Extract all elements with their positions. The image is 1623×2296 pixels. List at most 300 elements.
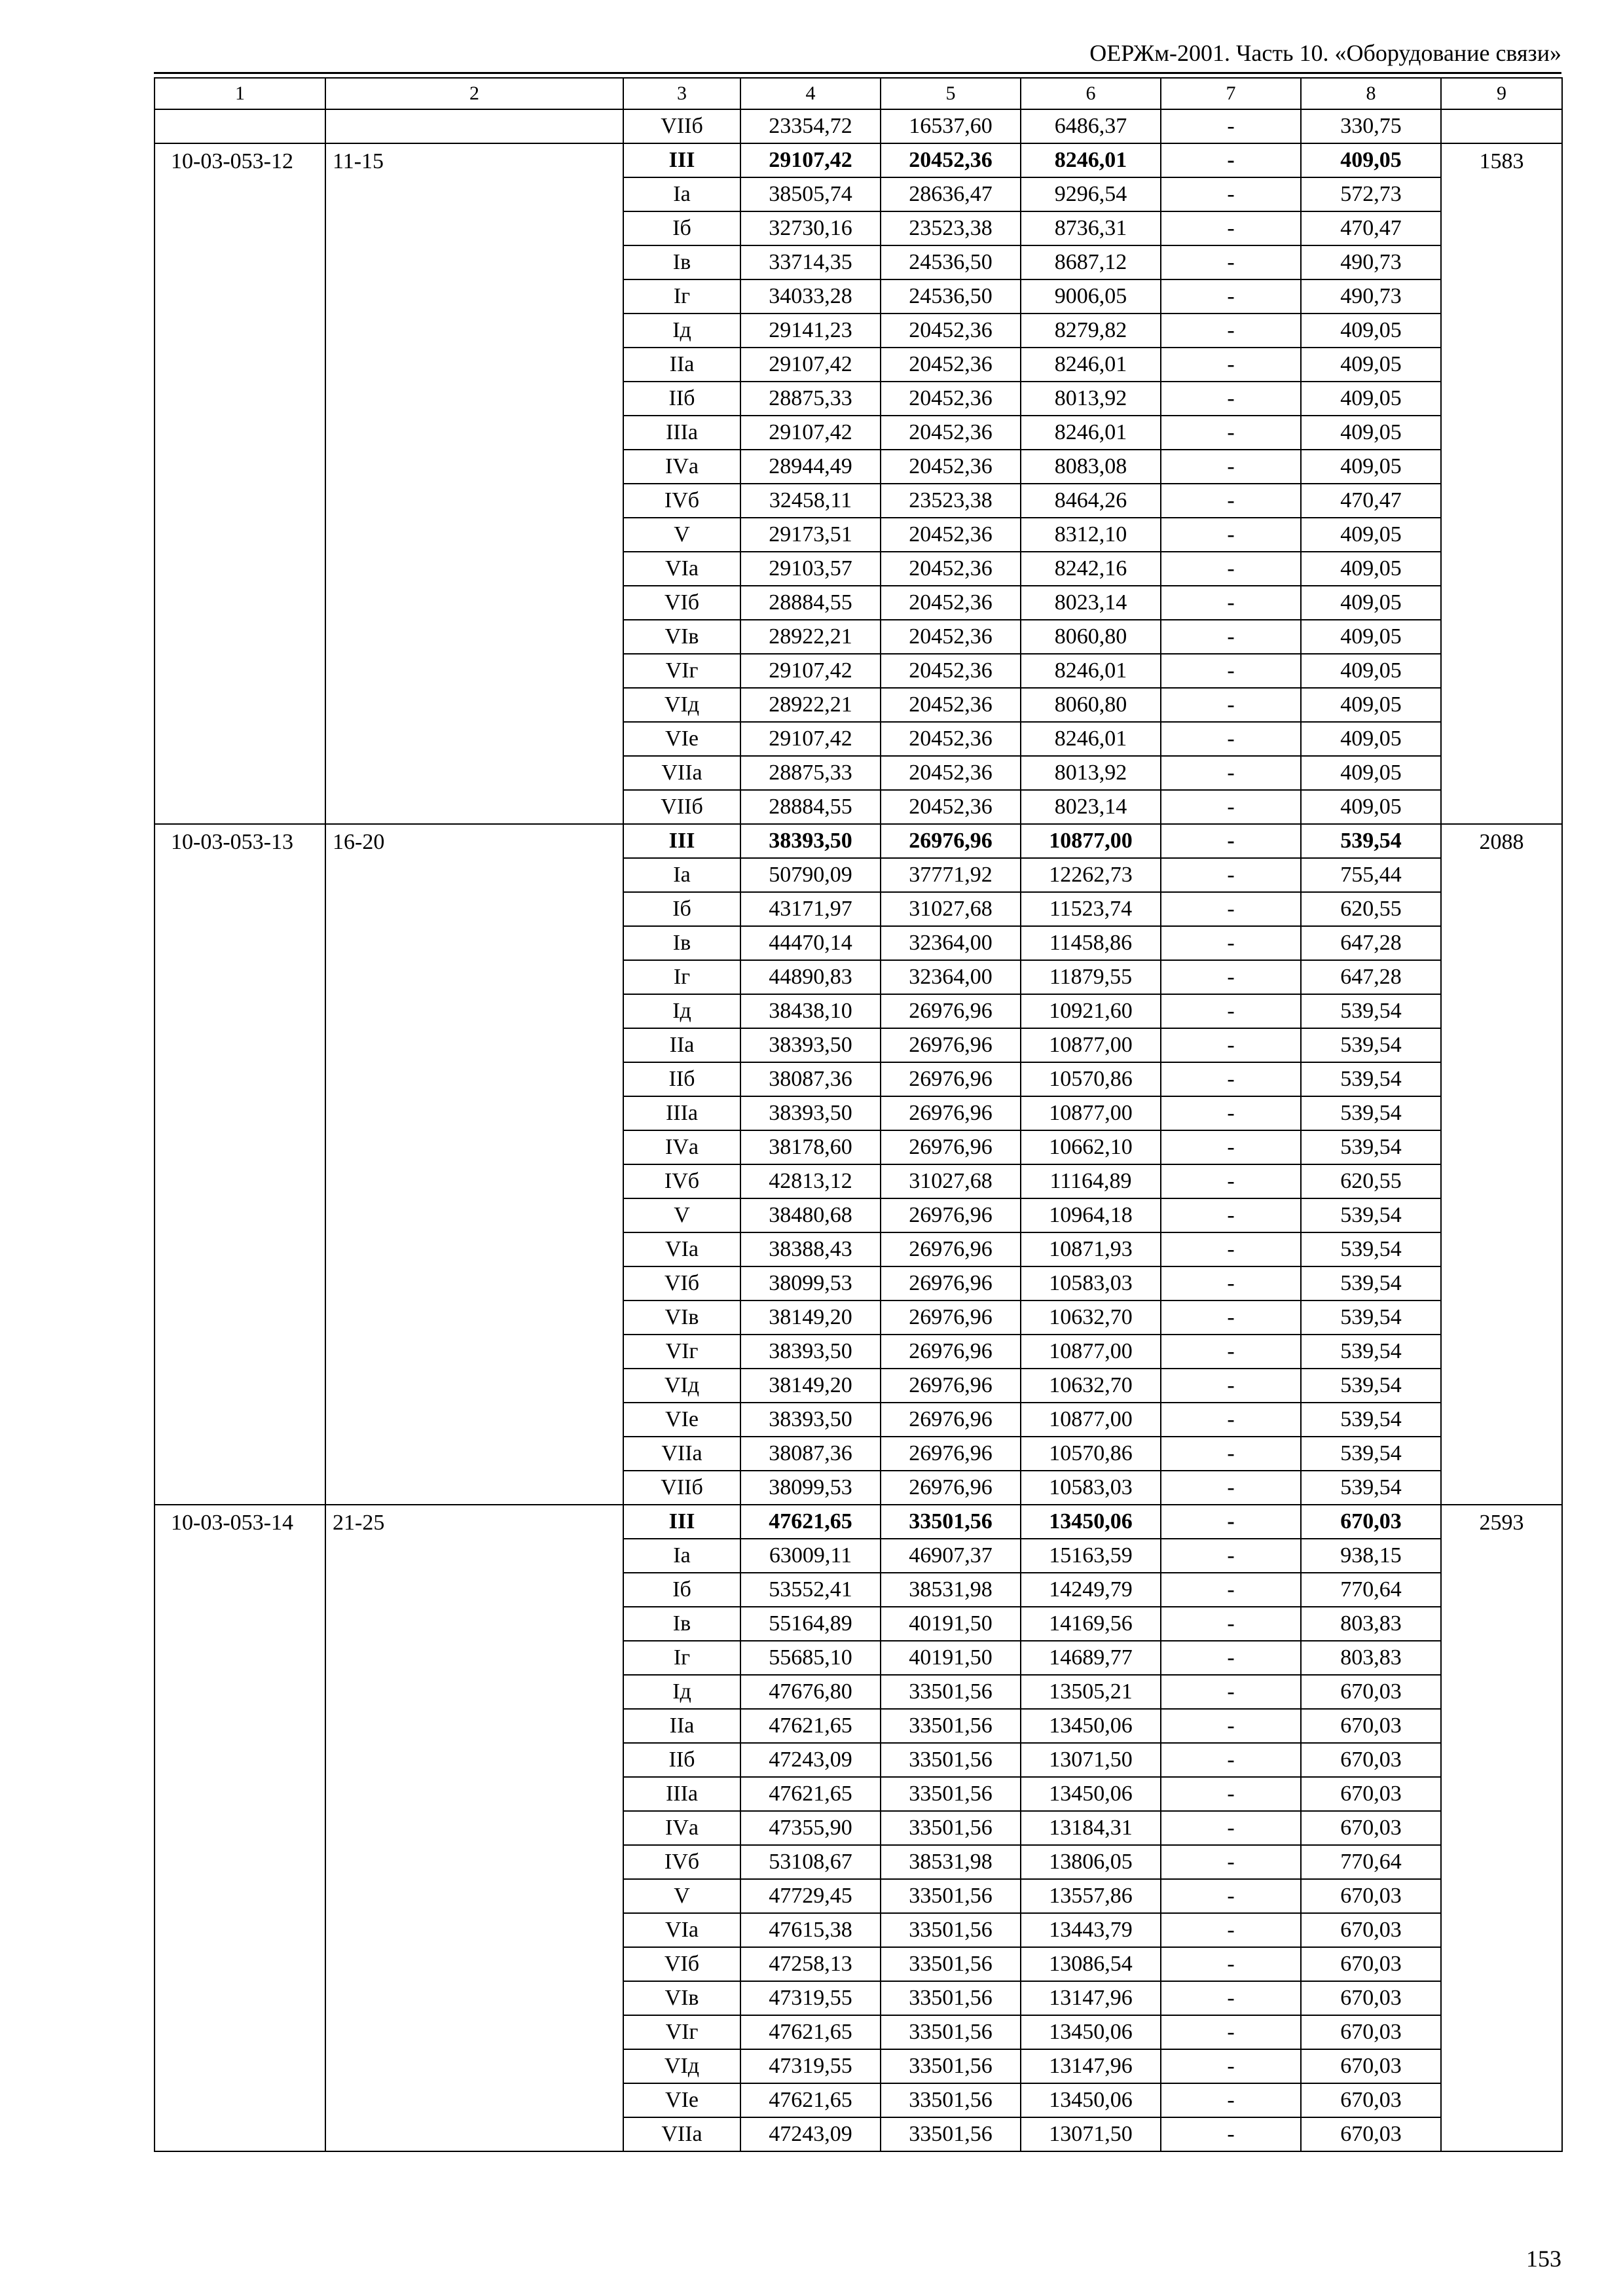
- col9-cell: 1583: [1441, 143, 1562, 824]
- value-cell: 20452,36: [881, 416, 1021, 450]
- header-rule: [154, 72, 1561, 74]
- value-cell: VIв: [623, 620, 740, 654]
- page-header-title: ОЕРЖм-2001. Часть 10. «Оборудование связи»: [1089, 40, 1561, 66]
- value-cell: VIб: [623, 1947, 740, 1981]
- value-cell: 938,15: [1301, 1539, 1441, 1573]
- value-cell: VIIб: [623, 790, 740, 824]
- value-cell: IIIа: [623, 1096, 740, 1130]
- value-cell: -: [1161, 1641, 1301, 1675]
- value-cell: 8312,10: [1021, 518, 1161, 552]
- value-cell: VIа: [623, 1232, 740, 1266]
- value-cell: 47621,65: [740, 1709, 881, 1743]
- value-cell: 409,05: [1301, 688, 1441, 722]
- value-cell: 38531,98: [881, 1573, 1021, 1607]
- value-cell: Iг: [623, 1641, 740, 1675]
- value-cell: 10632,70: [1021, 1369, 1161, 1403]
- value-cell: 26976,96: [881, 1300, 1021, 1335]
- value-cell: 47243,09: [740, 1743, 881, 1777]
- value-cell: 28636,47: [881, 177, 1021, 211]
- value-cell: 8013,92: [1021, 756, 1161, 790]
- value-cell: VIг: [623, 654, 740, 688]
- value-cell: 8246,01: [1021, 348, 1161, 382]
- value-cell: IIа: [623, 348, 740, 382]
- value-cell: 20452,36: [881, 654, 1021, 688]
- value-cell: 24536,50: [881, 245, 1021, 279]
- value-cell: Iв: [623, 926, 740, 960]
- value-cell: -: [1161, 1539, 1301, 1573]
- value-cell: 13071,50: [1021, 1743, 1161, 1777]
- value-cell: IVб: [623, 484, 740, 518]
- value-cell: -: [1161, 211, 1301, 245]
- value-cell: 20452,36: [881, 314, 1021, 348]
- value-cell: VIг: [623, 1335, 740, 1369]
- value-cell: 20452,36: [881, 143, 1021, 177]
- value-cell: VIг: [623, 2015, 740, 2049]
- value-cell: 26976,96: [881, 994, 1021, 1028]
- value-cell: 38099,53: [740, 1471, 881, 1505]
- value-cell: Iд: [623, 994, 740, 1028]
- value-cell: 33501,56: [881, 2049, 1021, 2083]
- value-cell: 670,03: [1301, 2049, 1441, 2083]
- value-cell: -: [1161, 1845, 1301, 1879]
- value-cell: 47355,90: [740, 1811, 881, 1845]
- column-number-row: [155, 78, 1562, 109]
- value-cell: 38393,50: [740, 1028, 881, 1062]
- value-cell: -: [1161, 586, 1301, 620]
- value-cell: 539,54: [1301, 1471, 1441, 1505]
- column-number-cell: 9: [1441, 78, 1562, 109]
- value-cell: 26976,96: [881, 1266, 1021, 1300]
- value-cell: -: [1161, 1266, 1301, 1300]
- value-cell: -: [1161, 1062, 1301, 1096]
- value-cell: -: [1161, 1437, 1301, 1471]
- value-cell: -: [1161, 858, 1301, 892]
- value-cell: -: [1161, 1300, 1301, 1335]
- value-cell: IVб: [623, 1164, 740, 1198]
- value-cell: -: [1161, 382, 1301, 416]
- value-cell: VIд: [623, 2049, 740, 2083]
- value-cell: 620,55: [1301, 1164, 1441, 1198]
- table-row: [155, 824, 1562, 858]
- value-cell: 8246,01: [1021, 143, 1161, 177]
- col9-cell: [1441, 109, 1562, 143]
- value-cell: 29173,51: [740, 518, 881, 552]
- value-cell: Iв: [623, 1607, 740, 1641]
- value-cell: -: [1161, 450, 1301, 484]
- value-cell: Iг: [623, 279, 740, 314]
- rates-table-container: [154, 77, 1561, 2152]
- value-cell: 47319,55: [740, 1981, 881, 2015]
- value-cell: 20452,36: [881, 382, 1021, 416]
- column-number-cell: 4: [740, 78, 881, 109]
- value-cell: -: [1161, 756, 1301, 790]
- value-cell: 8246,01: [1021, 416, 1161, 450]
- value-cell: 33501,56: [881, 1709, 1021, 1743]
- value-cell: 13450,06: [1021, 1777, 1161, 1811]
- value-cell: Iа: [623, 858, 740, 892]
- table-row: [155, 143, 1562, 177]
- value-cell: 409,05: [1301, 790, 1441, 824]
- value-cell: 28884,55: [740, 586, 881, 620]
- value-cell: Iд: [623, 314, 740, 348]
- value-cell: VIб: [623, 586, 740, 620]
- value-cell: 409,05: [1301, 586, 1441, 620]
- value-cell: 38505,74: [740, 177, 881, 211]
- value-cell: 10871,93: [1021, 1232, 1161, 1266]
- value-cell: -: [1161, 279, 1301, 314]
- value-cell: IIIа: [623, 1777, 740, 1811]
- value-cell: 31027,68: [881, 892, 1021, 926]
- value-cell: -: [1161, 1505, 1301, 1539]
- value-cell: 8279,82: [1021, 314, 1161, 348]
- value-cell: VIв: [623, 1300, 740, 1335]
- value-cell: -: [1161, 416, 1301, 450]
- value-cell: -: [1161, 1981, 1301, 2015]
- value-cell: 409,05: [1301, 620, 1441, 654]
- value-cell: -: [1161, 2015, 1301, 2049]
- value-cell: 28884,55: [740, 790, 881, 824]
- value-cell: Iг: [623, 960, 740, 994]
- value-cell: -: [1161, 314, 1301, 348]
- value-cell: 803,83: [1301, 1641, 1441, 1675]
- value-cell: 470,47: [1301, 484, 1441, 518]
- value-cell: VIе: [623, 2083, 740, 2117]
- value-cell: 409,05: [1301, 450, 1441, 484]
- value-cell: 13450,06: [1021, 2015, 1161, 2049]
- value-cell: 33501,56: [881, 2015, 1021, 2049]
- table-row: [155, 1505, 1562, 1539]
- value-cell: 33501,56: [881, 2083, 1021, 2117]
- value-cell: 14249,79: [1021, 1573, 1161, 1607]
- value-cell: 32730,16: [740, 211, 881, 245]
- value-cell: -: [1161, 1743, 1301, 1777]
- value-cell: 16537,60: [881, 109, 1021, 143]
- value-cell: 26976,96: [881, 1198, 1021, 1232]
- value-cell: 10877,00: [1021, 824, 1161, 858]
- value-cell: 38531,98: [881, 1845, 1021, 1879]
- value-cell: 11164,89: [1021, 1164, 1161, 1198]
- value-cell: 670,03: [1301, 1981, 1441, 2015]
- value-cell: 32364,00: [881, 926, 1021, 960]
- value-cell: 13806,05: [1021, 1845, 1161, 1879]
- value-cell: IIб: [623, 1062, 740, 1096]
- value-cell: 8023,14: [1021, 586, 1161, 620]
- value-cell: 409,05: [1301, 756, 1441, 790]
- value-cell: 670,03: [1301, 1777, 1441, 1811]
- value-cell: VIе: [623, 1403, 740, 1437]
- value-cell: 490,73: [1301, 279, 1441, 314]
- value-cell: IIа: [623, 1709, 740, 1743]
- value-cell: -: [1161, 1777, 1301, 1811]
- value-cell: 13450,06: [1021, 2083, 1161, 2117]
- value-cell: 26976,96: [881, 1062, 1021, 1096]
- rate-code-cell: 10-03-053-14: [155, 1505, 325, 2151]
- value-cell: -: [1161, 1709, 1301, 1743]
- value-cell: -: [1161, 1403, 1301, 1437]
- code-cell: [155, 109, 325, 143]
- value-cell: Iб: [623, 1573, 740, 1607]
- value-cell: 29107,42: [740, 654, 881, 688]
- column-number-cell: 1: [155, 78, 325, 109]
- value-cell: IIб: [623, 382, 740, 416]
- value-cell: 33714,35: [740, 245, 881, 279]
- col9-cell: 2088: [1441, 824, 1562, 1505]
- value-cell: 647,28: [1301, 926, 1441, 960]
- value-cell: 11458,86: [1021, 926, 1161, 960]
- value-cell: VIд: [623, 1369, 740, 1403]
- value-cell: 8023,14: [1021, 790, 1161, 824]
- value-cell: 10877,00: [1021, 1028, 1161, 1062]
- value-cell: 47621,65: [740, 1505, 881, 1539]
- value-cell: 670,03: [1301, 2015, 1441, 2049]
- value-cell: 29107,42: [740, 143, 881, 177]
- value-cell: 26976,96: [881, 1232, 1021, 1266]
- value-cell: 8083,08: [1021, 450, 1161, 484]
- value-cell: -: [1161, 1947, 1301, 1981]
- value-cell: -: [1161, 824, 1301, 858]
- value-cell: Iв: [623, 245, 740, 279]
- value-cell: 9296,54: [1021, 177, 1161, 211]
- value-cell: 38480,68: [740, 1198, 881, 1232]
- rates-table: [154, 77, 1563, 2152]
- value-cell: 55164,89: [740, 1607, 881, 1641]
- value-cell: 33501,56: [881, 2117, 1021, 2151]
- value-cell: 47621,65: [740, 2083, 881, 2117]
- value-cell: -: [1161, 1198, 1301, 1232]
- value-cell: 8060,80: [1021, 688, 1161, 722]
- column-number-cell: 3: [623, 78, 740, 109]
- value-cell: VIIа: [623, 2117, 740, 2151]
- value-cell: 26976,96: [881, 1335, 1021, 1369]
- value-cell: Iб: [623, 892, 740, 926]
- value-cell: 539,54: [1301, 1403, 1441, 1437]
- value-cell: 20452,36: [881, 790, 1021, 824]
- value-cell: VIд: [623, 688, 740, 722]
- value-cell: 38393,50: [740, 1096, 881, 1130]
- value-cell: 31027,68: [881, 1164, 1021, 1198]
- value-cell: 539,54: [1301, 1096, 1441, 1130]
- value-cell: 38178,60: [740, 1130, 881, 1164]
- value-cell: IIIа: [623, 416, 740, 450]
- value-cell: 23523,38: [881, 211, 1021, 245]
- value-cell: 13505,21: [1021, 1675, 1161, 1709]
- value-cell: 10964,18: [1021, 1198, 1161, 1232]
- value-cell: 47729,45: [740, 1879, 881, 1913]
- value-cell: 33501,56: [881, 1811, 1021, 1845]
- value-cell: 43171,97: [740, 892, 881, 926]
- value-cell: -: [1161, 1369, 1301, 1403]
- value-cell: 539,54: [1301, 1198, 1441, 1232]
- value-cell: -: [1161, 143, 1301, 177]
- value-cell: 13071,50: [1021, 2117, 1161, 2151]
- value-cell: 20452,36: [881, 722, 1021, 756]
- value-cell: 8013,92: [1021, 382, 1161, 416]
- value-cell: 29107,42: [740, 416, 881, 450]
- value-cell: -: [1161, 790, 1301, 824]
- value-cell: Iа: [623, 177, 740, 211]
- value-cell: 11523,74: [1021, 892, 1161, 926]
- value-cell: 11879,55: [1021, 960, 1161, 994]
- value-cell: 33501,56: [881, 1947, 1021, 1981]
- value-cell: III: [623, 1505, 740, 1539]
- value-cell: 409,05: [1301, 143, 1441, 177]
- value-cell: 53108,67: [740, 1845, 881, 1879]
- value-cell: -: [1161, 1675, 1301, 1709]
- value-cell: 29141,23: [740, 314, 881, 348]
- table-row: [155, 109, 1562, 143]
- value-cell: 26976,96: [881, 1471, 1021, 1505]
- value-cell: 20452,36: [881, 450, 1021, 484]
- value-cell: 13557,86: [1021, 1879, 1161, 1913]
- value-cell: 12262,73: [1021, 858, 1161, 892]
- value-cell: 770,64: [1301, 1573, 1441, 1607]
- value-cell: -: [1161, 620, 1301, 654]
- value-cell: 647,28: [1301, 960, 1441, 994]
- value-cell: 26976,96: [881, 1369, 1021, 1403]
- value-cell: 8246,01: [1021, 722, 1161, 756]
- value-cell: 38438,10: [740, 994, 881, 1028]
- value-cell: 10921,60: [1021, 994, 1161, 1028]
- value-cell: 620,55: [1301, 892, 1441, 926]
- value-cell: 9006,05: [1021, 279, 1161, 314]
- value-cell: 38393,50: [740, 824, 881, 858]
- value-cell: 38149,20: [740, 1300, 881, 1335]
- value-cell: 8464,26: [1021, 484, 1161, 518]
- value-cell: 539,54: [1301, 824, 1441, 858]
- value-cell: -: [1161, 1811, 1301, 1845]
- value-cell: 40191,50: [881, 1607, 1021, 1641]
- value-cell: 40191,50: [881, 1641, 1021, 1675]
- value-cell: 670,03: [1301, 1505, 1441, 1539]
- value-cell: VIе: [623, 722, 740, 756]
- value-cell: 670,03: [1301, 1811, 1441, 1845]
- value-cell: VIIб: [623, 1471, 740, 1505]
- value-cell: 28875,33: [740, 756, 881, 790]
- value-cell: 10583,03: [1021, 1266, 1161, 1300]
- value-cell: 770,64: [1301, 1845, 1441, 1879]
- value-cell: -: [1161, 2083, 1301, 2117]
- value-cell: -: [1161, 960, 1301, 994]
- value-cell: 26976,96: [881, 1130, 1021, 1164]
- value-cell: 13086,54: [1021, 1947, 1161, 1981]
- value-cell: 33501,56: [881, 1505, 1021, 1539]
- value-cell: 26976,96: [881, 1403, 1021, 1437]
- value-cell: 539,54: [1301, 1369, 1441, 1403]
- value-cell: 10877,00: [1021, 1096, 1161, 1130]
- value-cell: V: [623, 1879, 740, 1913]
- value-cell: -: [1161, 245, 1301, 279]
- value-cell: 44470,14: [740, 926, 881, 960]
- value-cell: -: [1161, 1335, 1301, 1369]
- value-cell: 10570,86: [1021, 1437, 1161, 1471]
- value-cell: 13184,31: [1021, 1811, 1161, 1845]
- value-cell: 29107,42: [740, 722, 881, 756]
- value-cell: -: [1161, 926, 1301, 960]
- value-cell: -: [1161, 892, 1301, 926]
- value-cell: -: [1161, 1232, 1301, 1266]
- value-cell: 670,03: [1301, 1947, 1441, 1981]
- value-cell: 38393,50: [740, 1403, 881, 1437]
- value-cell: 10570,86: [1021, 1062, 1161, 1096]
- value-cell: 409,05: [1301, 348, 1441, 382]
- value-cell: 15163,59: [1021, 1539, 1161, 1573]
- value-cell: 539,54: [1301, 1232, 1441, 1266]
- value-cell: 33501,56: [881, 1743, 1021, 1777]
- value-cell: VIIа: [623, 1437, 740, 1471]
- value-cell: IVб: [623, 1845, 740, 1879]
- value-cell: 20452,36: [881, 756, 1021, 790]
- value-cell: III: [623, 143, 740, 177]
- value-cell: 13147,96: [1021, 1981, 1161, 2015]
- value-cell: 539,54: [1301, 1300, 1441, 1335]
- value-cell: VIв: [623, 1981, 740, 2015]
- value-cell: 670,03: [1301, 2117, 1441, 2151]
- value-cell: 28875,33: [740, 382, 881, 416]
- value-cell: 47676,80: [740, 1675, 881, 1709]
- value-cell: 14169,56: [1021, 1607, 1161, 1641]
- value-cell: 33501,56: [881, 1675, 1021, 1709]
- page-number: 153: [1526, 2246, 1561, 2272]
- column-number-cell: 5: [881, 78, 1021, 109]
- value-cell: 8687,12: [1021, 245, 1161, 279]
- value-cell: 13450,06: [1021, 1505, 1161, 1539]
- value-cell: 20452,36: [881, 518, 1021, 552]
- value-cell: 29103,57: [740, 552, 881, 586]
- value-cell: -: [1161, 1096, 1301, 1130]
- value-cell: 23354,72: [740, 109, 881, 143]
- value-cell: -: [1161, 2117, 1301, 2151]
- value-cell: V: [623, 518, 740, 552]
- value-cell: 42813,12: [740, 1164, 881, 1198]
- range-cell: [325, 109, 623, 143]
- value-cell: 803,83: [1301, 1607, 1441, 1641]
- value-cell: 14689,77: [1021, 1641, 1161, 1675]
- value-cell: 409,05: [1301, 518, 1441, 552]
- value-cell: VIIа: [623, 756, 740, 790]
- value-cell: 755,44: [1301, 858, 1441, 892]
- value-cell: IVа: [623, 1811, 740, 1845]
- value-cell: 50790,09: [740, 858, 881, 892]
- value-cell: -: [1161, 722, 1301, 756]
- column-number-cell: 2: [325, 78, 623, 109]
- value-cell: 409,05: [1301, 552, 1441, 586]
- value-cell: 44890,83: [740, 960, 881, 994]
- value-cell: -: [1161, 1028, 1301, 1062]
- value-cell: 539,54: [1301, 1062, 1441, 1096]
- value-cell: 572,73: [1301, 177, 1441, 211]
- value-cell: 47258,13: [740, 1947, 881, 1981]
- value-cell: 28922,21: [740, 620, 881, 654]
- value-cell: 8242,16: [1021, 552, 1161, 586]
- value-cell: 539,54: [1301, 1130, 1441, 1164]
- range-cell: 21-25: [325, 1505, 623, 2151]
- column-number-cell: 8: [1301, 78, 1441, 109]
- value-cell: 490,73: [1301, 245, 1441, 279]
- value-cell: 20452,36: [881, 688, 1021, 722]
- value-cell: 32364,00: [881, 960, 1021, 994]
- range-cell: 16-20: [325, 824, 623, 1505]
- value-cell: 670,03: [1301, 1709, 1441, 1743]
- value-cell: 10877,00: [1021, 1403, 1161, 1437]
- value-cell: 47615,38: [740, 1913, 881, 1947]
- value-cell: IVа: [623, 1130, 740, 1164]
- value-cell: 33501,56: [881, 1777, 1021, 1811]
- value-cell: 33501,56: [881, 1879, 1021, 1913]
- rate-code-cell: 10-03-053-12: [155, 143, 325, 824]
- value-cell: 409,05: [1301, 416, 1441, 450]
- value-cell: 38087,36: [740, 1437, 881, 1471]
- value-cell: -: [1161, 1573, 1301, 1607]
